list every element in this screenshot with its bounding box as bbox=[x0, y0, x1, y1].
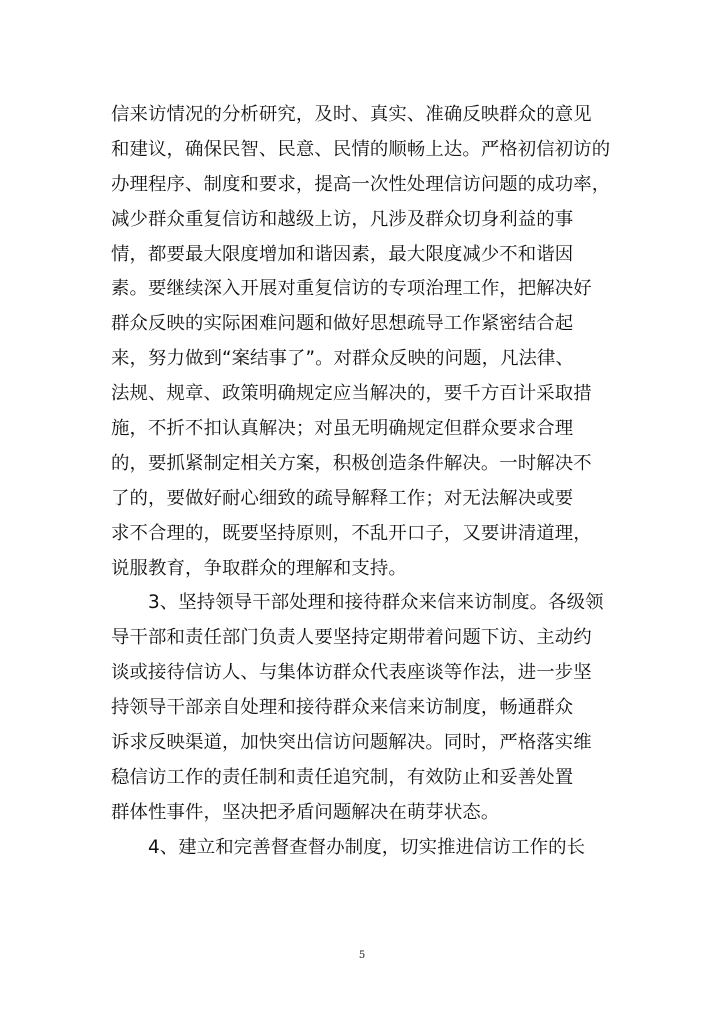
text-line: 办理程序、制度和要求，提高一次性处理信访问题的成功率， bbox=[111, 173, 611, 195]
text-line: 求不合理的，既要坚持原则，不乱开口子，又要讲清道理， bbox=[111, 522, 592, 544]
text-line: 的，要抓紧制定相关方案，积极创造条件解决。一时解决不 bbox=[111, 452, 592, 474]
text-line: 群众反映的实际困难问题和做好思想疏导工作紧密结合起 bbox=[111, 313, 574, 335]
text-line: 了的，要做好耐心细致的疏导解释工作；对无法解决或要 bbox=[111, 487, 574, 509]
text-line: 导干部和责任部门负责人要坚持定期带着问题下访、主动约 bbox=[111, 627, 592, 649]
page-number: 5 bbox=[358, 950, 366, 961]
text-line: 减少群众重复信访和越级上访，凡涉及群众切身利益的事 bbox=[111, 208, 574, 230]
text-line: 持领导干部亲自处理和接待群众来信来访制度，畅通群众 bbox=[111, 697, 574, 719]
text-line: 诉求反映渠道，加快突出信访问题解决。同时，严格落实维 bbox=[111, 732, 592, 754]
text-line: 法规、规章、政策明确规定应当解决的，要千方百计采取措 bbox=[111, 383, 592, 405]
paragraph-4-first-line: 4、建立和完善督查督办制度，切实推进信访工作的长 bbox=[148, 836, 586, 858]
text-line: 说服教育，争取群众的理解和支持。 bbox=[111, 557, 407, 579]
paragraph-3-first-line: 3、坚持领导干部处理和接待群众来信来访制度。各级领 bbox=[148, 592, 604, 614]
text-line: 施，不折不扣认真解决；对虽无明确规定但群众要求合理 bbox=[111, 418, 574, 440]
text-line: 谈或接待信访人、与集体访群众代表座谈等作法，进一步坚 bbox=[111, 662, 592, 684]
text-line: 稳信访工作的责任制和责任追究制，有效防止和妥善处置 bbox=[111, 766, 574, 788]
text-line: 信来访情况的分析研究，及时、真实、准确反映群众的意见 bbox=[111, 104, 592, 125]
text-line: 来，努力做到“案结事了”。对群众反映的问题，凡法律、 bbox=[111, 348, 575, 370]
text-line: 和建议，确保民智、民意、民情的顺畅上达。严格初信初访的 bbox=[111, 138, 611, 160]
body-text bbox=[111, 98, 631, 866]
text-line: 情，都要最大限度增加和谐因素，最大限度减少不和谐因 bbox=[111, 243, 574, 265]
text-line: 群体性事件，坚决把矛盾问题解决在萌芽状态。 bbox=[111, 801, 500, 823]
text-line: 素。要继续深入开展对重复信访的专项治理工作，把解决好 bbox=[111, 278, 592, 300]
